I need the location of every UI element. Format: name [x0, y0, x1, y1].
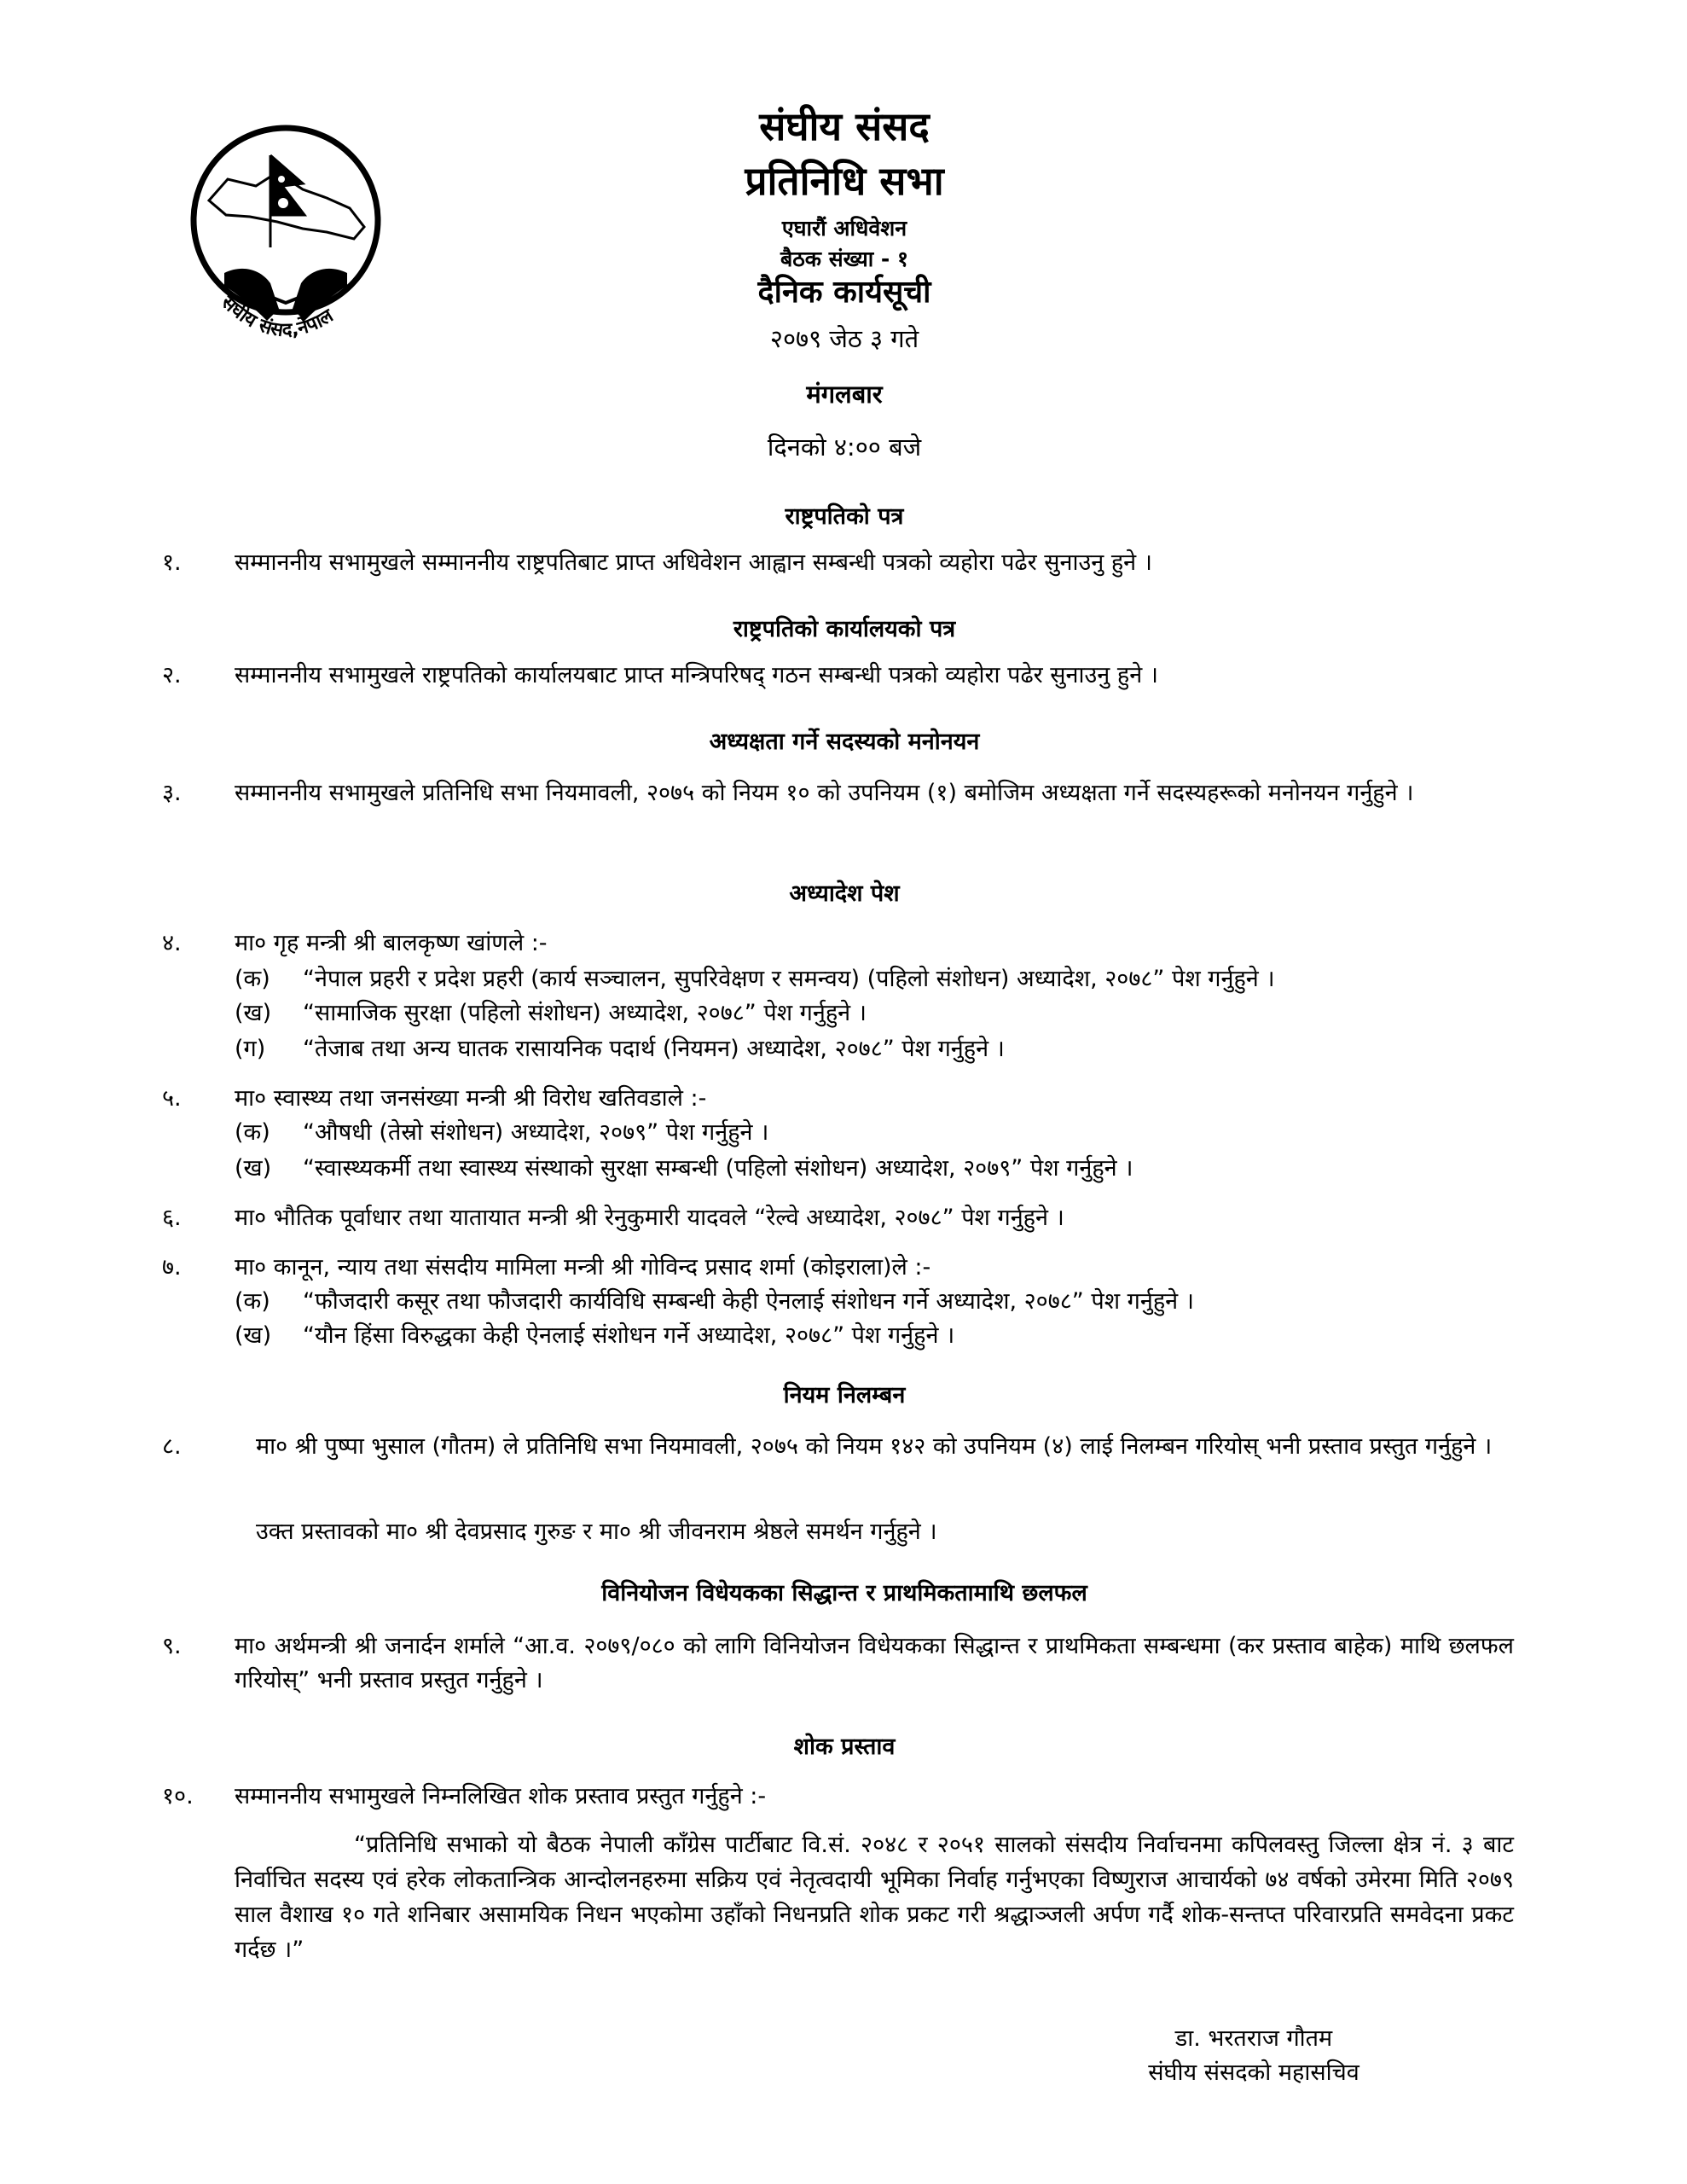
item-text: मा० कानून, न्याय तथा संसदीय मामिला मन्त्री श्री गोविन्द प्रसाद शर्मा (कोइराला)ले :-: [235, 1254, 931, 1281]
agenda-time: दिनको ४:०० बजे: [767, 433, 922, 462]
item-number: १.: [162, 549, 182, 576]
parliament-title: संघीय संसद: [759, 103, 930, 149]
sub-item-text: “तेजाब तथा अन्य घातक रासायनिक पदार्थ (नियमन) अध्यादेश, २०७८” पेश गर्नुहुने ।: [303, 1036, 1005, 1062]
sub-item-text: “नेपाल प्रहरी र प्रदेश प्रहरी (कार्य सञ्चालन, सुपरिवेक्षण र समन्वय) (पहिलो संशोधन) अध्यादेश, २०७८” पेश गर्नुहुने ।: [303, 966, 1275, 992]
sub-item-text: “औषधी (तेस्रो संशोधन) अध्यादेश, २०७९” पेश गर्नुहुने ।: [303, 1119, 769, 1146]
agenda-day: मंगलबार: [806, 380, 883, 409]
item-text: सम्माननीय सभामुखले प्रतिनिधि सभा नियमावली, २०७५ को नियम १० को उपनियम (१) बमोजिम अध्यक्षता गर्ने सदस्यहरूको मनोनयन गर्नुहुने ।: [235, 780, 1414, 806]
item-text: सम्माननीय सभामुखले निम्नलिखित शोक प्रस्ताव प्रस्तुत गर्नुहुने :-: [235, 1783, 767, 1809]
item-text: सम्माननीय सभामुखले सम्माननीय राष्ट्रपतिबाट प्राप्त अधिवेशन आह्वान सम्बन्धी पत्रको व्यहोरा पढेर सुनाउनु हुने ।: [235, 549, 1152, 576]
item-text: मा० स्वास्थ्य तथा जनसंख्या मन्त्री श्री विरोध खतिवडाले :-: [235, 1085, 707, 1112]
item-number: ८.: [162, 1433, 182, 1460]
item-number: ५.: [162, 1085, 182, 1112]
item-number: ३.: [162, 780, 182, 806]
agenda-date: २०७९ जेठ ३ गते: [769, 324, 919, 353]
sub-item-text: “स्वास्थ्यकर्मी तथा स्वास्थ्य संस्थाको सुरक्षा सम्बन्धी (पहिलो संशोधन) अध्यादेश, २०७९” पेश गर्नुहुने ।: [303, 1155, 1133, 1182]
sub-item-label: (ख): [235, 1155, 272, 1182]
sub-item-label: (ख): [235, 1000, 272, 1026]
emblem-text: संघीय संसद,नेपाल: [217, 292, 338, 341]
item-number: ७.: [162, 1254, 182, 1281]
section-heading: अध्यक्षता गर्ने सदस्यको मनोनयन: [709, 729, 980, 755]
sub-item-label: (क): [235, 1288, 270, 1315]
section-heading: राष्ट्रपतिको कार्यालयको पत्र: [733, 616, 956, 642]
signatory-title: संघीय संसदको महासचिव: [1148, 2059, 1359, 2086]
agenda-title: दैनिक कार्यसूची: [757, 275, 931, 310]
condolence-motion-text: “प्रतिनिधि सभाको यो बैठक नेपाली काँग्रेस पार्टीबाट वि.सं. २०४८ र २०५१ सालको संसदीय निर्वाचनमा कपिलवस्तु जिल्ला क्षेत्र नं. ३ बाट निर्वाचित सदस्य एवं हरेक लोकतान्त्रिक आन्दोलनहरुमा सक्रिय एवं नेतृत्वदायी भूमिका निर्वाह गर्नुभएका विष्णुराज आचार्यको ७४ वर्षको उमेरमा मिति २०७९ साल वैशाख १० गते शनिबार असामयिक निधन भएकोमा उहाँको निधनप्रति शोक प्रकट गरी श्रद्धाञ्जली अर्पण गर्दै शोक-सन्तप्त परिवारप्रति समवेदना प्रकट गर्दछ ।”: [235, 1832, 1514, 1963]
item-text: मा० अर्थमन्त्री श्री जनार्दन शर्माले “आ.व. २०७९/०८० को लागि विनियोजन विधेयकका सिद्धान्त र प्राथमिकता सम्बन्धमा (कर प्रस्ताव बाहेक) माथि छलफल गरियोस्” भनी प्रस्ताव प्रस्तुत गर्नुहुने ।: [235, 1633, 1514, 1693]
item-text: मा० भौतिक पूर्वाधार तथा यातायात मन्त्री श्री रेनुकुमारी यादवले “रेल्वे अध्यादेश, २०७८” पेश गर्नुहुने ।: [235, 1205, 1064, 1231]
sub-item-label: (ग): [235, 1036, 266, 1062]
parliament-emblem-icon: [175, 119, 397, 367]
item-number: १०.: [162, 1783, 194, 1809]
item-number: ९.: [162, 1633, 182, 1659]
item-number: ६.: [162, 1205, 182, 1231]
item-text: मा० श्री पुष्पा भुसाल (गौतम) ले प्रतिनिधि सभा नियमावली, २०७५ को नियम १४२ को उपनियम (४) लाई निलम्बन गरियोस् भनी प्रस्ताव प्रस्तुत गर्नुहुने ।: [256, 1433, 1493, 1460]
section-heading: शोक प्रस्ताव: [793, 1734, 896, 1760]
sub-item-text: “सामाजिक सुरक्षा (पहिलो संशोधन) अध्यादेश, २०७८” पेश गर्नुहुने ।: [303, 1000, 867, 1026]
sub-item-label: (ख): [235, 1322, 272, 1349]
signatory-name: डा. भरतराज गौतम: [1174, 2025, 1333, 2052]
item-text: मा० गृह मन्त्री श्री बालकृष्ण खांणले :-: [235, 930, 548, 956]
item-support-text: उक्त प्रस्तावको मा० श्री देवप्रसाद गुरुङ र मा० श्री जीवनराम श्रेष्ठले समर्थन गर्नुहुने ।: [256, 1519, 937, 1545]
house-title: प्रतिनिधि सभा: [745, 158, 944, 204]
sitting-number: बैठक संख्या - १: [780, 247, 908, 271]
item-text: सम्माननीय सभामुखले राष्ट्रपतिको कार्यालयबाट प्राप्त मन्त्रिपरिषद् गठन सम्बन्धी पत्रको व्यहोरा पढेर सुनाउनु हुने ।: [235, 662, 1159, 688]
section-heading: विनियोजन विधेयकका सिद्धान्त र प्राथमिकतामाथि छलफल: [601, 1580, 1087, 1606]
section-heading: अध्यादेश पेश: [789, 880, 900, 907]
session-label: एघारौं अधिवेशन: [781, 216, 907, 241]
item-number: २.: [162, 662, 182, 688]
sub-item-text: “यौन हिंसा विरुद्धका केही ऐनलाई संशोधन गर्ने अध्यादेश, २०७८” पेश गर्नुहुने ।: [303, 1322, 955, 1349]
section-heading: राष्ट्रपतिको पत्र: [785, 503, 904, 530]
sub-item-label: (क): [235, 966, 270, 992]
item-number: ४.: [162, 930, 182, 956]
sub-item-text: “फौजदारी कसूर तथा फौजदारी कार्यविधि सम्बन्धी केही ऐनलाई संशोधन गर्ने अध्यादेश, २०७८” पेश गर्नुहुने ।: [303, 1288, 1194, 1315]
section-heading: नियम निलम्बन: [783, 1382, 906, 1409]
sub-item-label: (क): [235, 1119, 270, 1146]
